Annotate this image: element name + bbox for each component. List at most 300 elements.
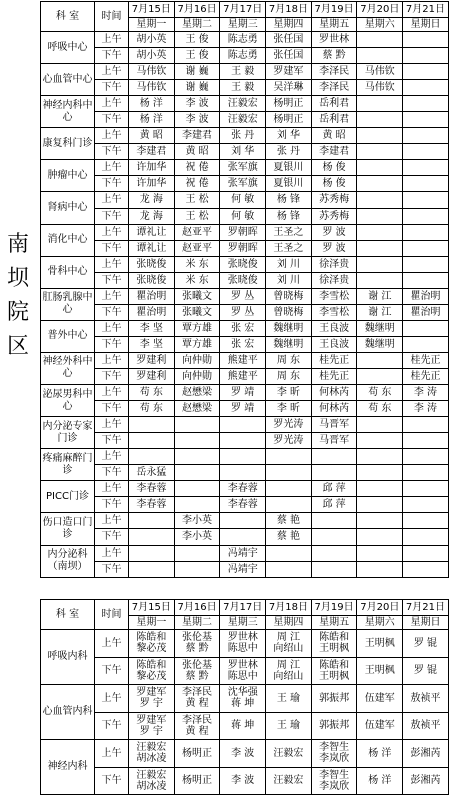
doctor-cell: 汪毅宏 胡冰凌 [129, 767, 175, 795]
doctor-cell: 杨明正 [174, 740, 220, 768]
dept-name: 疼痛麻醉门诊 [41, 449, 95, 481]
doctor-cell: 周 东 [266, 368, 312, 384]
doctor-cell: 杨 洋 [357, 767, 403, 795]
doctor-cell: 何林芮 [311, 385, 357, 401]
doctor-cell: 向仲勋 [174, 368, 220, 384]
doctor-cell: 张晓俊 [129, 272, 175, 288]
doctor-cell: 瞿治明 [403, 288, 449, 304]
doctor-cell [403, 449, 449, 465]
doctor-cell: 杨 洋 [357, 740, 403, 768]
doctor-cell: 罗 靖 [220, 401, 266, 417]
doctor-cell [403, 433, 449, 449]
doctor-cell: 彭湘芮 [403, 740, 449, 768]
doctor-cell: 杨明正 [266, 96, 312, 112]
doctor-cell [357, 352, 403, 368]
doctor-cell: 苏秀梅 [311, 208, 357, 224]
weekday-header: 星期一 [129, 18, 175, 32]
doctor-cell: 谢 巍 [174, 64, 220, 80]
doctor-cell: 伍建军 [357, 712, 403, 740]
session-time: 下午 [95, 304, 129, 320]
doctor-cell: 马伟钦 [129, 80, 175, 96]
doctor-cell: 刘 川 [266, 256, 312, 272]
doctor-cell [220, 449, 266, 465]
doctor-cell [403, 545, 449, 561]
weekday-header: 星期二 [174, 18, 220, 32]
doctor-cell [357, 240, 403, 256]
doctor-cell: 覃方雄 [174, 320, 220, 336]
session-time: 下午 [95, 176, 129, 192]
doctor-cell: 周 东 [266, 352, 312, 368]
doctor-cell [403, 561, 449, 577]
doctor-cell: 王 瑜 [266, 685, 312, 713]
schedule-row [41, 48, 449, 64]
doctor-cell [403, 272, 449, 288]
time-header: 时间 [95, 2, 129, 32]
doctor-cell: 杨 洋 [129, 112, 175, 128]
schedule-row [41, 417, 449, 433]
doctor-cell: 胡小英 [129, 32, 175, 48]
schedule-row [41, 304, 449, 320]
doctor-cell: 杨明正 [174, 767, 220, 795]
doctor-cell [357, 192, 403, 208]
doctor-cell [357, 272, 403, 288]
dept-name: 消化中心 [41, 224, 95, 256]
doctor-cell [311, 529, 357, 545]
doctor-cell [403, 96, 449, 112]
doctor-cell: 陈志勇 [220, 32, 266, 48]
doctor-cell [220, 433, 266, 449]
doctor-cell [403, 80, 449, 96]
doctor-cell: 魏继明 [266, 336, 312, 352]
doctor-cell: 李 涛 [403, 385, 449, 401]
doctor-cell: 陈皓和 黎必茂 [129, 630, 175, 658]
date-header: 7月18日 [266, 2, 312, 18]
session-time: 下午 [95, 529, 129, 545]
doctor-cell: 熊建平 [220, 368, 266, 384]
weekday-header: 星期二 [174, 616, 220, 630]
doctor-cell: 苟 东 [357, 401, 403, 417]
session-time: 上午 [95, 740, 129, 768]
doctor-cell: 冯靖宇 [220, 561, 266, 577]
dept-name: 骨科中心 [41, 256, 95, 288]
doctor-cell: 王 毅 [220, 64, 266, 80]
doctor-cell: 罗建利 [129, 352, 175, 368]
schedule-table-nanba [40, 1, 449, 578]
doctor-cell [403, 128, 449, 144]
doctor-cell [357, 176, 403, 192]
doctor-cell: 罗 锟 [403, 630, 449, 658]
schedule-row [41, 712, 449, 740]
doctor-cell: 罗世林 陈思中 [220, 630, 266, 658]
doctor-cell: 罗世林 陈思中 [220, 657, 266, 685]
doctor-cell: 罗 波 [311, 240, 357, 256]
doctor-cell: 向仲勋 [174, 352, 220, 368]
doctor-cell: 何林芮 [311, 401, 357, 417]
doctor-cell: 李泽民 [311, 80, 357, 96]
doctor-cell [220, 465, 266, 481]
dept-name: 伤口造口门诊 [41, 513, 95, 545]
schedule-row [41, 740, 449, 768]
doctor-cell: 赵懋梁 [174, 385, 220, 401]
doctor-cell: 张晓俊 [129, 256, 175, 272]
session-time: 下午 [95, 497, 129, 513]
doctor-cell [403, 176, 449, 192]
doctor-cell [174, 465, 220, 481]
doctor-cell: 李春蓉 [129, 497, 175, 513]
doctor-cell: 祝 倦 [174, 176, 220, 192]
doctor-cell: 罗建军 罗 宇 [129, 712, 175, 740]
schedule-row [41, 368, 449, 384]
session-time: 下午 [95, 433, 129, 449]
doctor-cell: 王 瑜 [266, 712, 312, 740]
doctor-cell: 李 波 [174, 112, 220, 128]
dept-header: 科 室 [41, 600, 95, 630]
doctor-cell: 蔡 艳 [266, 513, 312, 529]
doctor-cell [357, 561, 403, 577]
doctor-cell: 陈皓和 王明枫 [311, 657, 357, 685]
schedule-row [41, 192, 449, 208]
doctor-cell: 张 丹 [220, 128, 266, 144]
doctor-cell: 李 波 [220, 767, 266, 795]
doctor-cell: 李建君 [311, 144, 357, 160]
doctor-cell: 汪毅宏 [220, 96, 266, 112]
weekday-header: 星期三 [220, 616, 266, 630]
doctor-cell: 赵亚平 [174, 240, 220, 256]
doctor-cell: 罗光涛 [266, 433, 312, 449]
doctor-cell: 覃方雄 [174, 336, 220, 352]
doctor-cell: 张伦基 蔡 黔 [174, 657, 220, 685]
doctor-cell: 李小英 [174, 513, 220, 529]
doctor-cell: 王 毅 [220, 80, 266, 96]
doctor-cell: 杨 锋 [266, 208, 312, 224]
doctor-cell: 陈皓和 王明枫 [311, 630, 357, 658]
doctor-cell [174, 433, 220, 449]
schedule-row [41, 256, 449, 272]
schedule-row [41, 288, 449, 304]
time-header: 时间 [95, 600, 129, 630]
weekday-header: 星期五 [311, 18, 357, 32]
doctor-cell: 桂先正 [403, 368, 449, 384]
doctor-cell [357, 529, 403, 545]
doctor-cell [357, 32, 403, 48]
doctor-cell: 周 江 向绍山 [266, 657, 312, 685]
doctor-cell: 苟 东 [129, 401, 175, 417]
session-time: 下午 [95, 240, 129, 256]
schedule-row [41, 385, 449, 401]
doctor-cell [311, 561, 357, 577]
doctor-cell: 赵懋梁 [174, 401, 220, 417]
doctor-cell: 陈志勇 [220, 48, 266, 64]
doctor-cell [357, 96, 403, 112]
doctor-cell [357, 465, 403, 481]
session-time: 上午 [95, 256, 129, 272]
doctor-cell: 罗光涛 [266, 417, 312, 433]
doctor-cell [266, 465, 312, 481]
doctor-cell: 黄 昭 [311, 128, 357, 144]
doctor-cell [129, 561, 175, 577]
date-header: 7月15日 [129, 600, 175, 616]
doctor-cell: 李 昕 [266, 401, 312, 417]
doctor-cell: 桂先正 [403, 352, 449, 368]
doctor-cell: 彭湘芮 [403, 767, 449, 795]
session-time: 下午 [95, 48, 129, 64]
session-time: 上午 [95, 513, 129, 529]
header-row [41, 2, 449, 18]
doctor-cell: 汪毅宏 [220, 112, 266, 128]
dept-name: 神经外科中心 [41, 352, 95, 384]
doctor-cell: 张 宏 [220, 336, 266, 352]
date-header: 7月15日 [129, 2, 175, 18]
campus-label [4, 228, 32, 364]
session-time: 下午 [95, 465, 129, 481]
doctor-cell: 马晋军 [311, 417, 357, 433]
dept-name: 呼吸内科 [41, 630, 95, 685]
doctor-cell: 张曦文 [174, 304, 220, 320]
doctor-cell [266, 561, 312, 577]
doctor-cell: 郭振邦 [311, 712, 357, 740]
doctor-cell: 李 坚 [129, 336, 175, 352]
doctor-cell: 张任国 [266, 48, 312, 64]
dept-name: 神经内科 [41, 740, 95, 795]
doctor-cell [403, 48, 449, 64]
schedule-row [41, 529, 449, 545]
doctor-cell: 谭礼让 [129, 240, 175, 256]
session-time: 下午 [95, 208, 129, 224]
page-gap [0, 582, 451, 598]
doctor-cell: 汪毅宏 [266, 767, 312, 795]
schedule-row [41, 112, 449, 128]
doctor-cell: 罗 波 [311, 224, 357, 240]
dept-name: 泌尿男科中心 [41, 385, 95, 417]
dept-name: 肾病中心 [41, 192, 95, 224]
doctor-cell: 何 敏 [220, 208, 266, 224]
doctor-cell: 罗建军 [266, 64, 312, 80]
schedule-row [41, 513, 449, 529]
doctor-cell: 瞿治明 [129, 304, 175, 320]
doctor-cell: 李春蓉 [129, 481, 175, 497]
doctor-cell [220, 529, 266, 545]
doctor-cell: 王 松 [174, 192, 220, 208]
doctor-cell: 岳利君 [311, 96, 357, 112]
weekday-header: 星期日 [403, 616, 449, 630]
doctor-cell: 刘 华 [266, 128, 312, 144]
session-time: 上午 [95, 192, 129, 208]
session-time: 上午 [95, 64, 129, 80]
date-header: 7月18日 [266, 600, 312, 616]
doctor-cell: 李 波 [220, 740, 266, 768]
schedule-row [41, 433, 449, 449]
doctor-cell: 李泽民 [311, 64, 357, 80]
doctor-cell [403, 224, 449, 240]
doctor-cell [129, 449, 175, 465]
session-time: 上午 [95, 160, 129, 176]
doctor-cell: 张伦基 蔡 黔 [174, 630, 220, 658]
schedule-row [41, 144, 449, 160]
date-header: 7月20日 [357, 2, 403, 18]
schedule-table-second [40, 599, 449, 795]
doctor-cell [403, 256, 449, 272]
header-row [41, 600, 449, 616]
schedule-row [41, 80, 449, 96]
doctor-cell [357, 160, 403, 176]
date-header: 7月17日 [220, 2, 266, 18]
doctor-cell: 王良波 [311, 320, 357, 336]
date-header: 7月19日 [311, 600, 357, 616]
doctor-cell: 蔡 艳 [266, 529, 312, 545]
doctor-cell: 王明枫 [357, 630, 403, 658]
doctor-cell [311, 465, 357, 481]
date-header: 7月20日 [357, 600, 403, 616]
doctor-cell: 李春蓉 [220, 497, 266, 513]
doctor-cell: 刘 华 [220, 144, 266, 160]
doctor-cell [403, 320, 449, 336]
doctor-cell: 马伟钦 [357, 64, 403, 80]
doctor-cell: 魏继明 [357, 336, 403, 352]
doctor-cell: 龙 海 [129, 192, 175, 208]
doctor-cell: 瞿治明 [129, 288, 175, 304]
doctor-cell: 蔡 黔 [311, 48, 357, 64]
schedule-row [41, 320, 449, 336]
doctor-cell: 许加华 [129, 160, 175, 176]
doctor-cell: 桂先正 [311, 368, 357, 384]
doctor-cell: 周 江 向绍山 [266, 630, 312, 658]
session-time: 上午 [95, 352, 129, 368]
session-time: 上午 [95, 630, 129, 658]
doctor-cell [174, 497, 220, 513]
doctor-cell: 张任国 [266, 32, 312, 48]
doctor-cell: 李智生 李岚欣 [311, 767, 357, 795]
session-time: 上午 [95, 481, 129, 497]
doctor-cell [220, 417, 266, 433]
doctor-cell [403, 208, 449, 224]
doctor-cell: 龙 海 [129, 208, 175, 224]
doctor-cell: 杨 俊 [311, 176, 357, 192]
doctor-cell: 罗 锟 [403, 657, 449, 685]
session-time: 上午 [95, 449, 129, 465]
doctor-cell: 黄 昭 [174, 144, 220, 160]
weekday-header: 星期日 [403, 18, 449, 32]
doctor-cell: 张军旗 [220, 176, 266, 192]
weekday-header: 星期六 [357, 18, 403, 32]
session-time: 下午 [95, 144, 129, 160]
doctor-cell [403, 417, 449, 433]
session-time: 下午 [95, 112, 129, 128]
campus-char: 南 [6, 232, 29, 257]
doctor-cell [174, 545, 220, 561]
schedule-row [41, 545, 449, 561]
doctor-cell [357, 417, 403, 433]
session-time: 上午 [95, 224, 129, 240]
session-time: 下午 [95, 561, 129, 577]
session-time: 下午 [95, 401, 129, 417]
doctor-cell: 吴洋琳 [266, 80, 312, 96]
session-time: 上午 [95, 96, 129, 112]
doctor-cell: 祝 倦 [174, 160, 220, 176]
weekday-header: 星期五 [311, 616, 357, 630]
weekday-header: 星期四 [266, 18, 312, 32]
doctor-cell: 冯靖宇 [220, 545, 266, 561]
doctor-cell: 李泽民 黄 程 [174, 712, 220, 740]
date-header: 7月17日 [220, 600, 266, 616]
session-time: 上午 [95, 320, 129, 336]
doctor-cell: 谢 江 [357, 304, 403, 320]
doctor-cell: 张 丹 [266, 144, 312, 160]
doctor-cell [357, 208, 403, 224]
session-time: 上午 [95, 128, 129, 144]
doctor-cell [129, 545, 175, 561]
doctor-cell: 杨 锋 [266, 192, 312, 208]
doctor-cell: 敖祯平 [403, 685, 449, 713]
session-time: 上午 [95, 545, 129, 561]
dept-name: 神经内科中心 [41, 96, 95, 128]
session-time: 下午 [95, 80, 129, 96]
schedule-row [41, 352, 449, 368]
doctor-cell: 李雪松 [311, 304, 357, 320]
schedule-row [41, 561, 449, 577]
doctor-cell [403, 336, 449, 352]
doctor-cell: 谭礼让 [129, 224, 175, 240]
doctor-cell: 沈华强 蒋 坤 [220, 685, 266, 713]
schedule-row [41, 481, 449, 497]
doctor-cell: 魏继明 [357, 320, 403, 336]
doctor-cell: 汪毅宏 [266, 740, 312, 768]
schedule-row [41, 32, 449, 48]
doctor-cell: 马伟钦 [129, 64, 175, 80]
doctor-cell: 张晓俊 [220, 256, 266, 272]
doctor-cell [403, 465, 449, 481]
doctor-cell: 王 松 [174, 208, 220, 224]
doctor-cell: 李 波 [174, 96, 220, 112]
doctor-cell [357, 144, 403, 160]
session-time: 上午 [95, 32, 129, 48]
date-header: 7月16日 [174, 600, 220, 616]
doctor-cell: 夏银川 [266, 160, 312, 176]
schedule-row [41, 401, 449, 417]
schedule-row [41, 449, 449, 465]
doctor-cell [403, 240, 449, 256]
schedule-row [41, 96, 449, 112]
doctor-cell: 杨 俊 [311, 160, 357, 176]
doctor-cell: 胡小英 [129, 48, 175, 64]
doctor-cell [266, 481, 312, 497]
doctor-cell [266, 545, 312, 561]
date-header: 7月21日 [403, 2, 449, 18]
doctor-cell: 魏继明 [266, 320, 312, 336]
doctor-cell [357, 481, 403, 497]
doctor-cell: 王明枫 [357, 657, 403, 685]
doctor-cell: 敖祯平 [403, 712, 449, 740]
doctor-cell: 李智生 李岚欣 [311, 740, 357, 768]
dept-name: 康复科门诊 [41, 128, 95, 160]
doctor-cell: 王 俊 [174, 32, 220, 48]
schedule-row [41, 208, 449, 224]
doctor-cell: 谢 巍 [174, 80, 220, 96]
session-time: 上午 [95, 385, 129, 401]
doctor-cell [357, 48, 403, 64]
doctor-cell [357, 433, 403, 449]
doctor-cell: 赵亚平 [174, 224, 220, 240]
doctor-cell: 罗朝晖 [220, 240, 266, 256]
doctor-cell: 马晋军 [311, 433, 357, 449]
doctor-cell: 罗建利 [129, 368, 175, 384]
doctor-cell: 杨 洋 [129, 96, 175, 112]
doctor-cell [403, 497, 449, 513]
campus-char: 坝 [6, 266, 29, 291]
doctor-cell: 瞿治明 [403, 304, 449, 320]
session-time: 下午 [95, 712, 129, 740]
doctor-cell: 桂先正 [311, 352, 357, 368]
doctor-cell [174, 449, 220, 465]
